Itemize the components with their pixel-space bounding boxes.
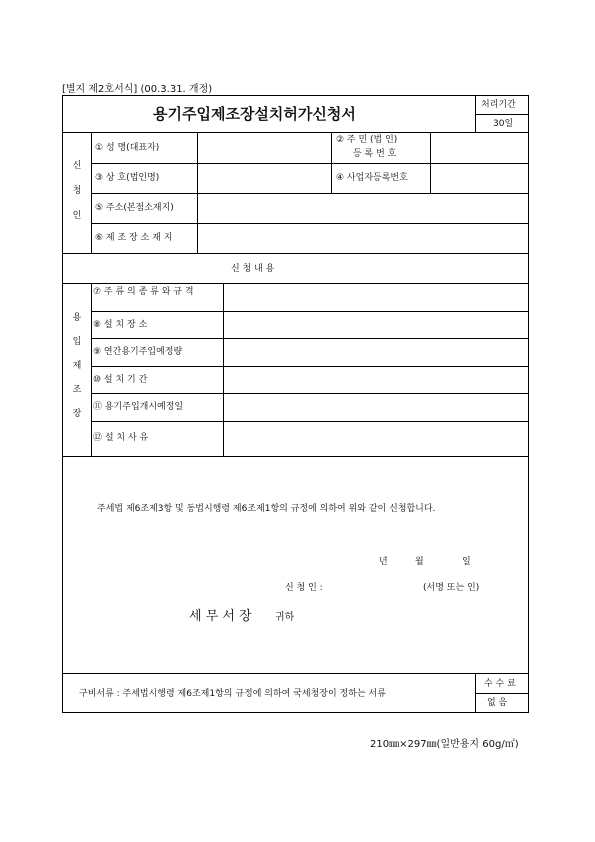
fee-label: 수 수 료 — [484, 679, 516, 689]
installation-reason-label: ⑫ 설 치 사 유 — [93, 433, 149, 443]
resident-number-label-2: 등 록 번 호 — [353, 149, 397, 159]
date-day-label: 일 — [462, 557, 471, 567]
company-name-field[interactable] — [198, 164, 330, 192]
address-label: ⑤ 주소(본점소재지) — [95, 203, 174, 213]
installation-place-label: ⑧ 설 치 장 소 — [93, 320, 148, 330]
applicant-section-label: 신 청 인 — [72, 161, 82, 221]
date-month-label: 월 — [415, 557, 424, 567]
injection-factory-section-label: 용 입 제 조 장 — [72, 313, 82, 419]
installation-period-field[interactable] — [224, 367, 528, 392]
company-name-label: ③ 상 호(법인명) — [95, 173, 160, 183]
application-form — [62, 95, 529, 713]
resident-number-field[interactable] — [431, 133, 528, 162]
start-date-label: ⑪ 용기주입개시예정일 — [93, 402, 184, 412]
resident-number-label: ② 주 민 (법 인) — [336, 135, 398, 145]
applicant-signature-label: 신 청 인 : — [285, 583, 323, 593]
annual-volume-label: ⑨ 연간용기주입예정량 — [93, 347, 183, 357]
required-documents: 구비서류 : 주세법시행령 제6조제1항의 규정에 의하여 국세청장이 정하는 서류 — [79, 689, 386, 699]
business-registration-field[interactable] — [431, 164, 528, 192]
form-number: [별지 제2호서식] (00.3.31. 개정) — [62, 84, 213, 95]
processing-period-label: 처리기간 — [481, 100, 516, 110]
recipient-honorific: 귀하 — [275, 612, 295, 623]
name-label: ① 성 명(대표자) — [95, 143, 160, 153]
date-year-label: 년 — [379, 557, 388, 567]
installation-period-label: ⑩ 설 치 기 간 — [93, 375, 148, 385]
factory-location-label: ⑥ 제 조 장 소 재 지 — [95, 233, 173, 243]
processing-period-value: 30일 — [493, 119, 514, 129]
signature-note: (서명 또는 인) — [423, 583, 480, 593]
installation-place-field[interactable] — [224, 312, 528, 337]
factory-location-field[interactable] — [198, 224, 528, 252]
installation-reason-field[interactable] — [224, 422, 528, 455]
paper-spec: 210㎜×297㎜(일반용지 60g/㎡) — [370, 739, 519, 750]
name-field[interactable] — [198, 133, 330, 162]
annual-volume-field[interactable] — [224, 339, 528, 365]
form-title: 용기주입제조장설치허가신청서 — [153, 105, 356, 123]
address-field[interactable] — [198, 194, 528, 222]
content-header: 신 청 내 용 — [231, 264, 275, 274]
applicant-signature-field[interactable] — [331, 578, 419, 596]
fee-value: 없 음 — [487, 698, 508, 708]
liquor-type-field[interactable] — [224, 284, 528, 310]
liquor-type-label: ⑦ 주 류 의 종 류 와 규 격 — [93, 287, 194, 297]
start-date-field[interactable] — [224, 394, 528, 420]
business-registration-label: ④ 사업자등록번호 — [336, 173, 408, 183]
recipient-office: 세 무 서 장 — [189, 609, 252, 624]
declaration-statement: 주세법 제6조제3항 및 동법시행령 제6조제1항의 규정에 의하여 위와 같이 신청합니다. — [97, 504, 436, 514]
